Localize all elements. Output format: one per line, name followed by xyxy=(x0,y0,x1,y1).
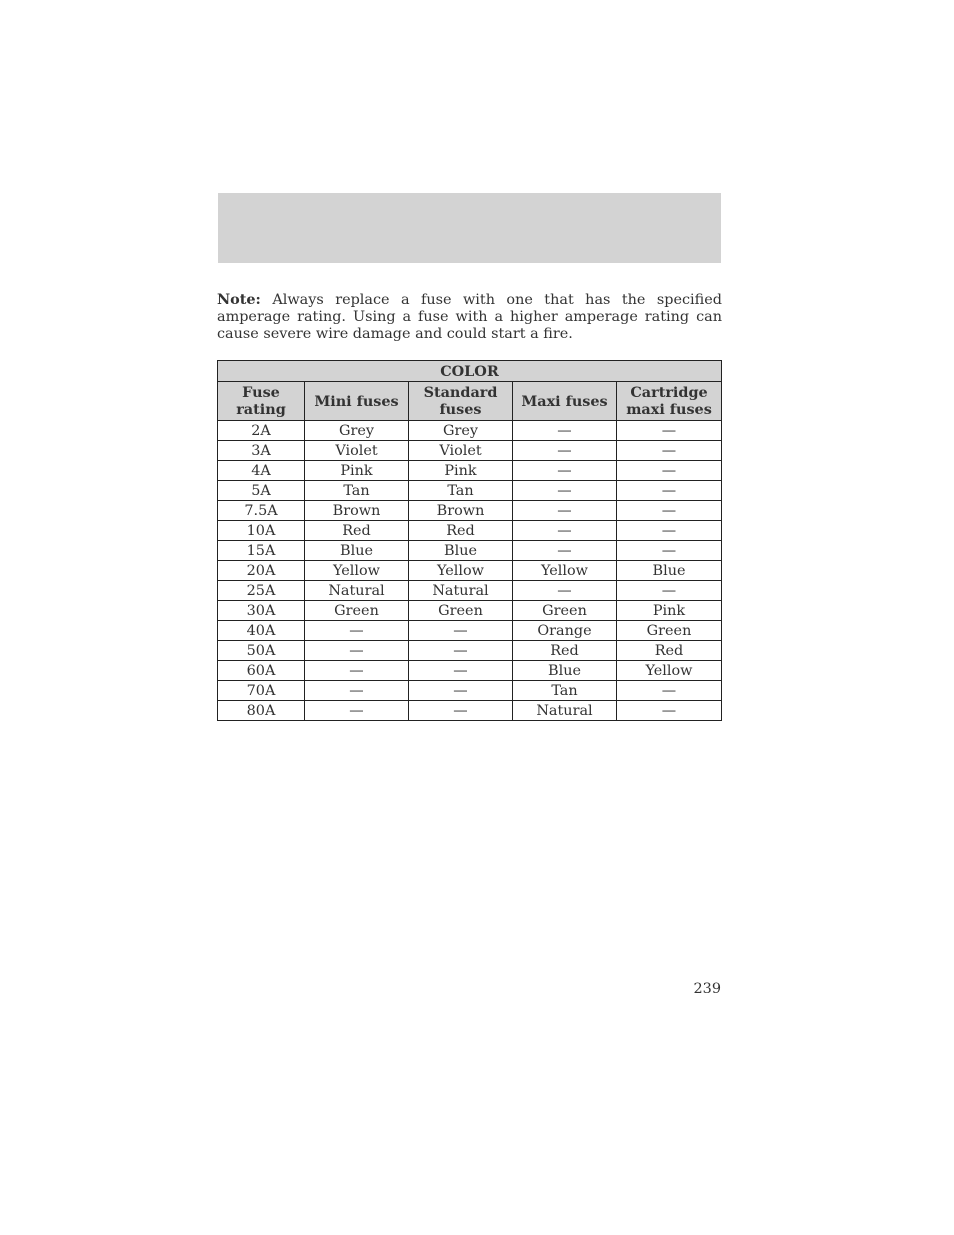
table-cell: Orange xyxy=(513,621,617,641)
table-cell: Red xyxy=(513,641,617,661)
column-header-fuse-rating: Fuse rating xyxy=(218,382,305,421)
column-header-mini-fuses: Mini fuses xyxy=(305,382,409,421)
table-cell: 4A xyxy=(218,461,305,481)
table-cell: Natural xyxy=(409,581,513,601)
table-cell: 20A xyxy=(218,561,305,581)
table-row xyxy=(218,441,722,461)
table-cell: — xyxy=(513,481,617,501)
table-cell: Green xyxy=(513,601,617,621)
table-cell: — xyxy=(409,621,513,641)
table-cell: Green xyxy=(305,601,409,621)
table-cell: — xyxy=(617,701,722,721)
column-header-standard-fuses: Standard fuses xyxy=(409,382,513,421)
table-cell: Tan xyxy=(409,481,513,501)
table-cell: 3A xyxy=(218,441,305,461)
section-header-band xyxy=(218,193,721,263)
note-label: Note: xyxy=(217,291,261,309)
fuse-color-table xyxy=(217,360,722,721)
table-cell: 5A xyxy=(218,481,305,501)
table-row xyxy=(218,661,722,681)
table-cell: — xyxy=(513,421,617,441)
table-cell: — xyxy=(617,681,722,701)
fuse-note xyxy=(217,291,722,343)
table-cell: Yellow xyxy=(409,561,513,581)
table-cell: Red xyxy=(305,521,409,541)
table-cell: 2A xyxy=(218,421,305,441)
table-row xyxy=(218,481,722,501)
color-group-header: COLOR xyxy=(218,361,722,382)
table-cell: — xyxy=(617,461,722,481)
table-cell: Tan xyxy=(305,481,409,501)
table-cell: 10A xyxy=(218,521,305,541)
table-cell: Red xyxy=(409,521,513,541)
table-cell: — xyxy=(409,641,513,661)
table-cell: Green xyxy=(409,601,513,621)
table-cell: — xyxy=(617,501,722,521)
table-cell: 80A xyxy=(218,701,305,721)
table-cell: Violet xyxy=(305,441,409,461)
table-row xyxy=(218,701,722,721)
table-cell: Yellow xyxy=(305,561,409,581)
table-cell: Yellow xyxy=(513,561,617,581)
table-cell: Blue xyxy=(513,661,617,681)
table-cell: — xyxy=(617,481,722,501)
table-row xyxy=(218,561,722,581)
table-row xyxy=(218,581,722,601)
table-header-row xyxy=(218,382,722,421)
table-cell: 15A xyxy=(218,541,305,561)
table-row xyxy=(218,501,722,521)
table-cell: 30A xyxy=(218,601,305,621)
page-number: 239 xyxy=(693,981,721,997)
table-cell: — xyxy=(305,701,409,721)
table-cell: — xyxy=(513,461,617,481)
table-cell: — xyxy=(513,521,617,541)
table-row xyxy=(218,621,722,641)
table-cell: Brown xyxy=(409,501,513,521)
table-cell: 50A xyxy=(218,641,305,661)
table-row xyxy=(218,521,722,541)
table-group-header-row xyxy=(218,361,722,382)
table-cell: Blue xyxy=(617,561,722,581)
table-cell: Brown xyxy=(305,501,409,521)
table-cell: Tan xyxy=(513,681,617,701)
table-cell: — xyxy=(513,541,617,561)
table-row xyxy=(218,541,722,561)
table-row xyxy=(218,601,722,621)
column-header-cartridge-maxi-fuses: Cartridge maxi fuses xyxy=(617,382,722,421)
table-cell: — xyxy=(305,661,409,681)
table-cell: — xyxy=(617,541,722,561)
table-cell: — xyxy=(409,681,513,701)
table-cell: — xyxy=(617,521,722,541)
table-cell: 70A xyxy=(218,681,305,701)
table-cell: 25A xyxy=(218,581,305,601)
table-row xyxy=(218,681,722,701)
table-cell: — xyxy=(617,441,722,461)
table-cell: Blue xyxy=(305,541,409,561)
table-cell: Violet xyxy=(409,441,513,461)
table-cell: 60A xyxy=(218,661,305,681)
table-cell: Red xyxy=(617,641,722,661)
table-cell: — xyxy=(513,441,617,461)
table-cell: — xyxy=(409,661,513,681)
table-cell: Yellow xyxy=(617,661,722,681)
table-row xyxy=(218,461,722,481)
table-cell: — xyxy=(409,701,513,721)
table-cell: — xyxy=(617,581,722,601)
column-header-maxi-fuses: Maxi fuses xyxy=(513,382,617,421)
table-cell: — xyxy=(305,641,409,661)
table-cell: — xyxy=(513,501,617,521)
table-cell: Pink xyxy=(409,461,513,481)
table-body xyxy=(218,421,722,721)
table-cell: Natural xyxy=(513,701,617,721)
table-cell: Grey xyxy=(305,421,409,441)
note-text: Always replace a fuse with one that has the specified amperage rating. Using a fuse with a higher amperage rating can cause severe wire damage and could start a fire. xyxy=(217,292,722,343)
table-cell: 7.5A xyxy=(218,501,305,521)
table-cell: — xyxy=(305,621,409,641)
table-cell: Blue xyxy=(409,541,513,561)
table-cell: — xyxy=(617,421,722,441)
table-cell: — xyxy=(513,581,617,601)
table-cell: Pink xyxy=(617,601,722,621)
table-cell: Pink xyxy=(305,461,409,481)
table-cell: — xyxy=(305,681,409,701)
table-row xyxy=(218,421,722,441)
table-cell: 40A xyxy=(218,621,305,641)
table-cell: Natural xyxy=(305,581,409,601)
table-cell: Green xyxy=(617,621,722,641)
table-row xyxy=(218,641,722,661)
table-cell: Grey xyxy=(409,421,513,441)
